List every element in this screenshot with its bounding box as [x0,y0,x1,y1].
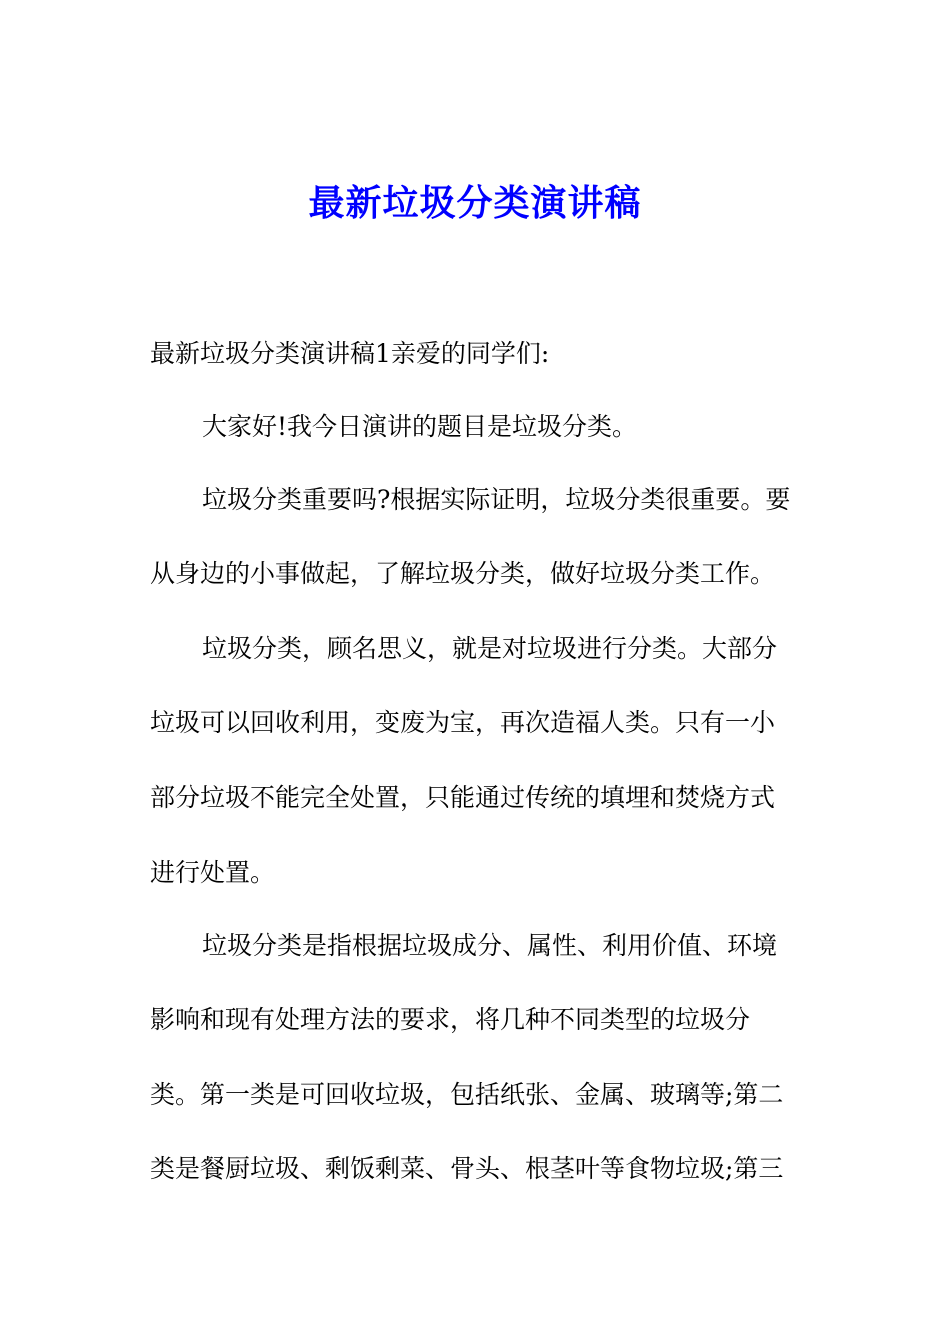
paragraph-line: 垃圾分类重要吗?根据实际证明，垃圾分类很重要。要 [202,485,791,514]
paragraph-line: 进行处置。 [150,858,276,887]
paragraph-line: 部分垃圾不能完全处置，只能通过传统的填埋和焚烧方式 [150,783,776,812]
paragraph-line: 大家好!我今日演讲的题目是垃圾分类。 [202,412,638,441]
paragraph-line: 从身边的小事做起，了解垃圾分类，做好垃圾分类工作。 [150,559,776,588]
paragraph-line: 垃圾分类，顾名思义，就是对垃圾进行分类。大部分 [202,634,778,663]
paragraph-line: 垃圾分类是指根据垃圾成分、属性、利用价值、环境 [202,931,778,960]
paragraph-line: 类。第一类是可回收垃圾，包括纸张、金属、玻璃等;第二 [150,1080,784,1109]
paragraph-line: 影响和现有处理方法的要求，将几种不同类型的垃圾分 [150,1005,751,1034]
paragraph-line: 垃圾可以回收利用，变废为宝，再次造福人类。只有一小 [150,708,776,737]
greeting-line: 最新垃圾分类演讲稿1亲爱的同学们: [150,339,550,368]
paragraph-line: 类是餐厨垃圾、剩饭剩菜、骨头、根茎叶等食物垃圾;第三 [150,1154,784,1183]
document-title: 最新垃圾分类演讲稿 [308,182,642,224]
